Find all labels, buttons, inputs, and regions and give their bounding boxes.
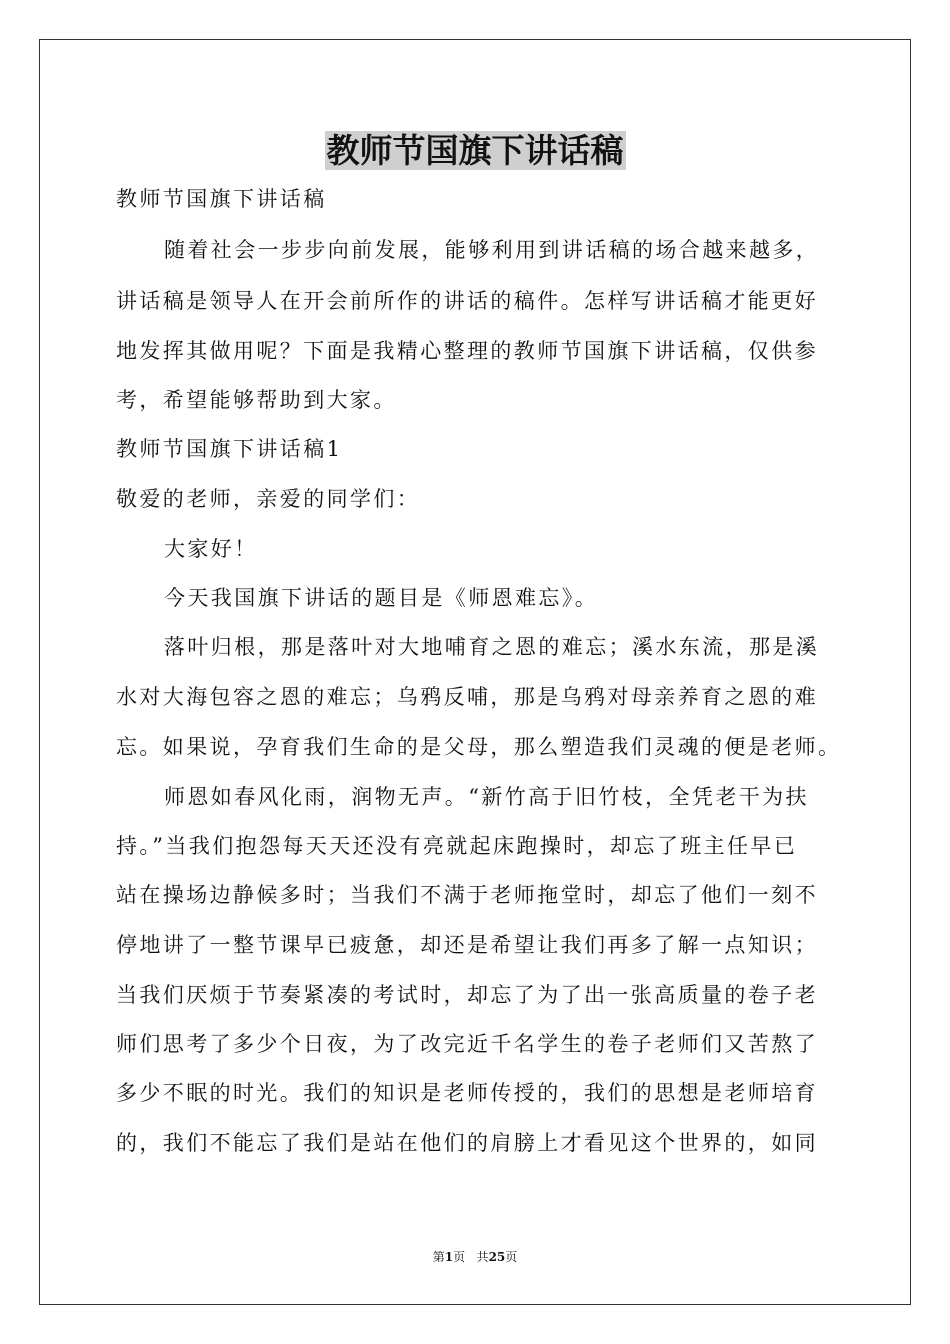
document-title-text: 教师节国旗下讲话稿	[326, 131, 624, 170]
paragraph-line: 今天我国旗下讲话的题目是《师恩难忘》。	[164, 586, 599, 610]
subtitle-line: 教师节国旗下讲话稿	[116, 187, 327, 211]
paragraph-line: 随着社会一步步向前发展，能够利用到讲话稿的场合越来越多，	[164, 238, 820, 262]
total-prefix: 共	[476, 1250, 489, 1264]
paragraph-line: 讲话稿是领导人在开会前所作的讲话的稿件。怎样写讲话稿才能更好	[116, 289, 818, 313]
paragraph-line: 当我们厌烦于节奏紧凑的考试时，却忘了为了出一张高质量的卷子老	[116, 983, 818, 1007]
paragraph-line: 落叶归根，那是落叶对大地哺育之恩的难忘；溪水东流，那是溪	[164, 635, 820, 659]
greeting-line: 大家好！	[164, 537, 258, 561]
paragraph-line: 站在操场边静候多时；当我们不满于老师拖堂时，却忘了他们一刻不	[116, 883, 818, 907]
paragraph-line: 地发挥其做用呢？下面是我精心整理的教师节国旗下讲话稿，仅供参	[116, 339, 818, 363]
paragraph-line: 多少不眠的时光。我们的知识是老师传授的，我们的思想是老师培育	[116, 1081, 818, 1105]
paragraph-line: 忘。如果说，孕育我们生命的是父母，那么塑造我们灵魂的便是老师。	[116, 735, 842, 759]
page-prefix: 第	[432, 1250, 445, 1264]
section-heading: 教师节国旗下讲话稿1	[116, 437, 343, 461]
paragraph-line: 持。”当我们抱怨每天天还没有亮就起床跑操时，却忘了班主任早已	[116, 834, 798, 858]
page-border	[39, 39, 911, 1305]
paragraph-line: 师们思考了多少个日夜，为了改完近千名学生的卷子老师们又苦熬了	[116, 1032, 818, 1056]
total-pages: 25	[488, 1250, 506, 1264]
paragraph-line: 停地讲了一整节课早已疲惫，却还是希望让我们再多了解一点知识；	[116, 933, 818, 957]
page-footer	[0, 1249, 950, 1265]
paragraph-line: 水对大海包容之恩的难忘；乌鸦反哺，那是乌鸦对母亲养育之恩的难	[116, 685, 818, 709]
document-title	[0, 128, 950, 174]
page-number: 1	[444, 1250, 454, 1264]
paragraph-line: 的，我们不能忘了我们是站在他们的肩膀上才看见这个世界的，如同	[116, 1131, 818, 1155]
salutation-line: 敬爱的老师，亲爱的同学们：	[116, 487, 421, 511]
page-suffix: 页	[453, 1250, 466, 1264]
total-suffix: 页	[505, 1250, 518, 1264]
paragraph-line: 考，希望能够帮助到大家。	[116, 388, 397, 412]
paragraph-line: 师恩如春风化雨，润物无声。“新竹高于旧竹枝，全凭老干为扶	[164, 785, 809, 809]
